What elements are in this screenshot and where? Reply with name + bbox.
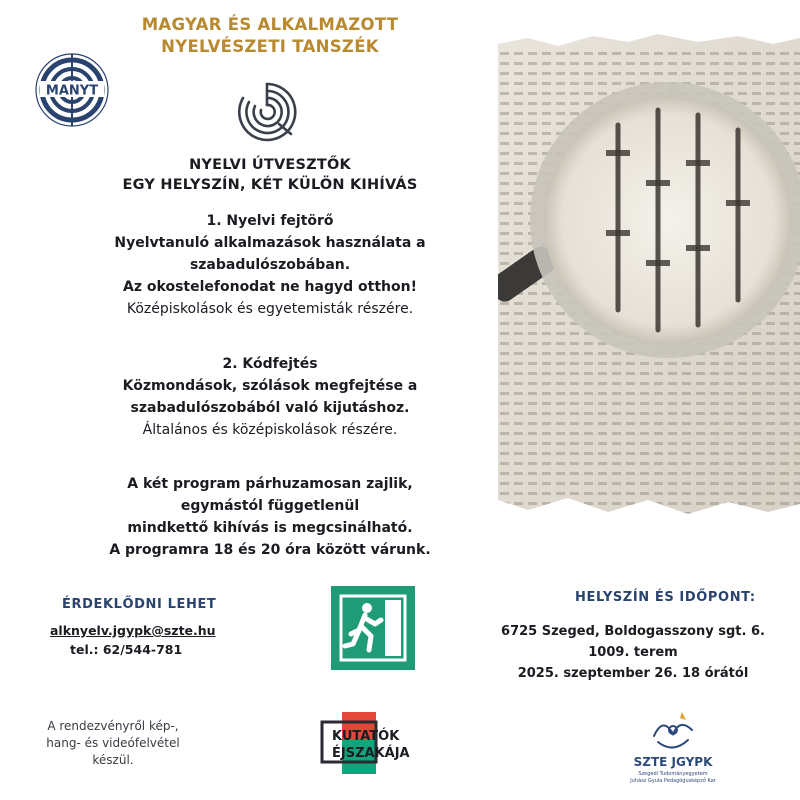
- headline-line2: EGY HELYSZÍN, KÉT KÜLÖN KIHÍVÁS: [122, 177, 418, 193]
- event-headline: [110, 155, 430, 195]
- manyt-logo: [34, 52, 110, 128]
- program-1-line3: Az okostelefonodat ne hagyd otthon!: [123, 279, 417, 295]
- department-title-line1: MAGYAR ÉS ALKALMAZOTT: [141, 15, 399, 34]
- szte-logo-name: SZTE JGYPK: [633, 755, 713, 769]
- headline-line1: NYELVI ÚTVESZTŐK: [189, 157, 351, 173]
- program-2-audience: Általános és középiskolások részére.: [142, 422, 398, 438]
- program-info-line1: A két program párhuzamosan zajlik,: [127, 476, 413, 492]
- program-info-line4: A programra 18 és 20 óra között várunk.: [109, 542, 431, 558]
- department-title: [120, 14, 420, 58]
- kutatok-logo-line1: KUTATÓK: [332, 729, 400, 744]
- recording-notice: [28, 718, 198, 769]
- contact-email-link[interactable]: alknyelv.jgypk@szte.hu: [50, 623, 216, 638]
- event-datetime: 2025. szeptember 26. 18 órától: [517, 666, 749, 681]
- program-1-line2: szabadulószobában.: [189, 257, 351, 273]
- program-2: [70, 353, 470, 441]
- program-2-line2: szabadulószobából való kijutáshoz.: [130, 400, 410, 416]
- szte-jgypk-logo: [618, 706, 728, 784]
- labyrinth-icon: [235, 80, 299, 144]
- manyt-logo-text: MANYT: [45, 83, 99, 99]
- program-1-line1: Nyelvtanuló alkalmazások használata a: [114, 235, 426, 251]
- szte-logo-sub1: Szegedi Tudományegyetem: [638, 771, 708, 777]
- contact-phone: tel.: 62/544-781: [70, 642, 183, 657]
- emergency-exit-icon: [331, 586, 415, 670]
- recording-notice-line3: készül.: [92, 753, 134, 767]
- kutatok-ejszakaja-logo: [320, 712, 440, 774]
- program-1: [70, 210, 470, 320]
- program-info-line2: egymástól függetlenül: [180, 498, 360, 514]
- program-2-title: 2. Kódfejtés: [222, 356, 318, 372]
- program-info: [70, 473, 470, 561]
- location-details: [488, 621, 778, 684]
- program-1-title: 1. Nyelvi fejtörő: [206, 213, 334, 229]
- recording-notice-line2: hang- és videófelvétel: [46, 736, 180, 750]
- program-1-audience: Középiskolások és egyetemisták részére.: [126, 301, 414, 317]
- program-info-line3: mindkettő kihívás is megcsinálható.: [127, 520, 413, 536]
- kutatok-logo-line2: ÉJSZAKÁJA: [332, 746, 410, 761]
- location-heading: HELYSZÍN ÉS IDŐPONT:: [575, 590, 756, 605]
- recording-notice-line1: A rendezvényről kép-,: [47, 719, 179, 733]
- contact-heading: ÉRDEKLŐDNI LEHET: [62, 597, 217, 612]
- location-room: 1009. terem: [588, 645, 678, 660]
- magnifier-photo: [498, 30, 800, 540]
- location-address: 6725 Szeged, Boldogasszony sgt. 6.: [501, 624, 765, 639]
- szte-logo-sub2: Juhász Gyula Pedagógusképző Kar: [630, 778, 716, 784]
- department-title-line2: NYELVÉSZETI TANSZÉK: [161, 37, 379, 56]
- program-2-line1: Közmondások, szólások megfejtése a: [122, 378, 418, 394]
